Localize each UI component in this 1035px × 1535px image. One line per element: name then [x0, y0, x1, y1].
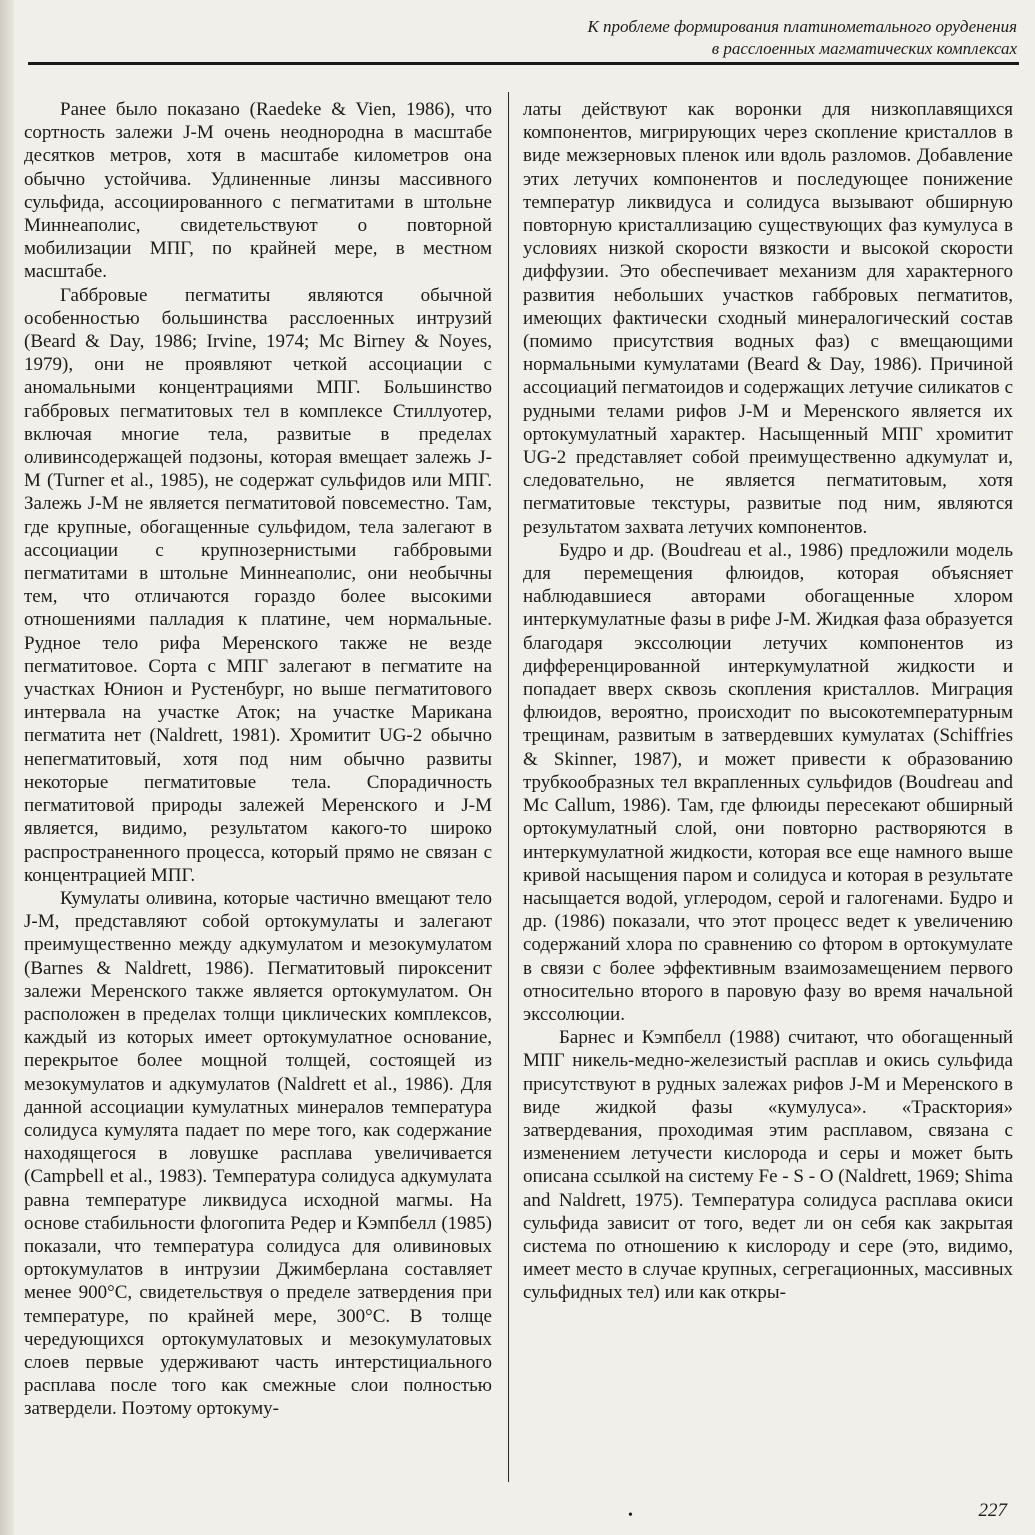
- paragraph: Габбровые пегматиты являются обычной особенностью большинства расслоенных интрузий (Beard & Day, 1986; Irvine, 1974; Mc Birney & Noyes, 1979), они не проявляют четкой ассоциации с аномальными концентрациями МПГ. Большинство габбровых пегматитовых тел в комплексе Стиллуотер, включая многие тела, развитые в пределах оливинсодержащей подзоны, которая вмещает залежь J-M (Turner et al., 1985), не содержат сульфидов или МПГ. Залежь J-M не является пегматитовой повсеместно. Там, где крупные, обогащенные сульфидом, тела залегают в ассоциации с крупнозернистыми габбровыми пегматитами в штольне Миннеаполис, они необычны тем, что отличаются гораздо более высокими отношениями палладия к платине, чем нормальные. Рудное тело рифа Меренского также не везде пегматитовое. Сорта с МПГ залегают в пегматите на участках Юнион и Рустенбург, но выше пегматитового интервала на участке Аток; на участке Марикана пегматита нет (Naldrett, 1981). Хромитит UG-2 обычно непегматитовый, хотя под ним обычно развиты некоторые пегматитовые тела. Спорадичность пегматитовой природы залежей Меренского и J-M является, видимо, результатом какого-то широко распространенного процесса, который прямо не связан с концентрацией МПГ.: [24, 284, 492, 886]
- right-column: [523, 98, 1013, 1305]
- speck-mark: •: [628, 1508, 633, 1523]
- running-header-line-1: К проблеме формирования платинометального оруденения: [587, 17, 1017, 36]
- paragraph: Кумулаты оливина, которые частично вмещают тело J-M, представляют собой ортокумулаты и залегают преимущественно между адкумулатом и мезокумулатом (Barnes & Naldrett, 1986). Пегматитовый пироксенит залежи Меренского также является ортокумулатом. Он расположен в пределах толщи циклических комплексов, каждый из которых имеет ортокумулатное основание, перекрытое более мощной толщей, состоящей из мезокумулатов и адкумулатов (Naldrett et al., 1986). Для данной ассоциации кумулатных минералов температура солидуса кумулята падает по мере того, как содержание находящегося в ловушке расплава увеличивается (Campbell et al., 1983). Температура солидуса адкумулата равна температуре ликвидуса исходной магмы. На основе стабильности флогопита Редер и Кэмпбелл (1985) показали, что температура солидуса для оливиновых ортокумулатов в интрузии Джимберлана составляет менее 900°С, свидетельствуя о пределе затвердения при температуре, по крайней мере, 300°С. В толще чередующихся ортокумулатовых и мезокумулатовых слоев первые удерживают часть интерстициального расплава после того как смежные слои полностью затвердели. Поэтому ортокуму-: [24, 887, 492, 1420]
- paragraph: Ранее было показано (Raedeke & Vien, 1986), что сортность залежи J-M очень неоднородна в масштабе десятков метров, хотя в масштабе километров она обычно устойчива. Удлиненные линзы массивного сульфида, ассоциированного с пегматитами в штольне Миннеаполис, свидетельствуют о повторной мобилизации МПГ, по крайней мере, в местном масштабе.: [24, 99, 492, 283]
- page-gutter-shadow: [0, 0, 14, 1535]
- running-header: [377, 16, 1017, 60]
- paragraph: латы действуют как воронки для низкоплавящихся компонентов, мигрирующих через скопление кристаллов в виде межзерновых пленок или вдоль разломов. Добавление этих летучих компонентов и последующее понижение температур ликвидуса и солидуса вызывают обширную повторную кристаллизацию существующих фаз кумулуса в условиях низкой скорости вязкости и высокой скорости диффузии. Это обеспечивает механизм для характерного развития небольших участков габбровых пегматитов, имеющих фактически сходный минералогический состав (помимо присутствия водных фаз) с вмещающими нормальными кумулатами (Beard & Day, 1986). Причиной ассоциаций пегматоидов и содержащих летучие силикатов с рудными телами рифов J-M и Меренского является их ортокумулатный характер. Насыщенный МПГ хромитит UG-2 представляет собой преимущественно адкумулат и, следовательно, не является пегматитовым, хотя пегматитовые текстуры, развитые под ним, являются результатом захвата летучих компонентов.: [523, 99, 1013, 538]
- page-number: 227: [978, 1500, 1007, 1521]
- header-rule: [28, 62, 1019, 65]
- paragraph: Барнес и Кэмпбелл (1988) считают, что обогащенный МПГ никель-медно-железистый расплав и окись сульфида присутствуют в рудных залежах рифов J-M и Меренского в виде жидкой фазы «кумулуса». «Трасктория» затвердевания, проходимая этим расплавом, связана с изменением летучести кислорода и серы и может быть описана ссылкой на систему Fe - S - O (Naldrett, 1969; Shima and Naldrett, 1975). Температура солидуса расплава окиси сульфида зависит от того, ведет ли он себя как закрытая система по отношению к кислороду и сере (это, видимо, имеет место в случае крупных, сегрегационных, массивных сульфидных тел) или как откры-: [523, 1027, 1013, 1304]
- running-header-line-2: в расслоенных магматических комплексах: [711, 39, 1017, 58]
- left-column: [24, 98, 492, 1421]
- paragraph: Будро и др. (Boudreau et al., 1986) предложили модель для перемещения флюидов, которая объясняет наблюдавшиеся авторами обогащенные хлором интеркумулатные фазы в рифе J-M. Жидкая фаза образуется благодаря экссолюции летучих компонентов из дифференцированной интеркумулатной жидкости и попадает вверх сквозь скопления кристаллов. Миграция флюидов, вероятно, происходит по высокотемпературным трещинам, развитым в затвердевших кумулатах (Schiffries & Skinner, 1987), и может привести к образованию трубкообразных тел вкрапленных сульфидов (Boudreau and Mc Callum, 1986). Там, где флюиды пересекают обширный ортокумулатный слой, они повторно растворяются в интеркумулатной жидкости, которая все еще намного выше кривой насыщения паром и солидуса и которая в результате насыщается водой, углеродом, серой и галогенами. Будро и др. (1986) показали, что этот процесс ведет к увеличению содержаний хлора по сравнению со фтором в ортокумулате в связи с более эффективным взаимозамещением первого относительно второго в паровую фазу во время начальной экссолюции.: [523, 539, 1013, 1025]
- column-divider: [508, 92, 509, 1482]
